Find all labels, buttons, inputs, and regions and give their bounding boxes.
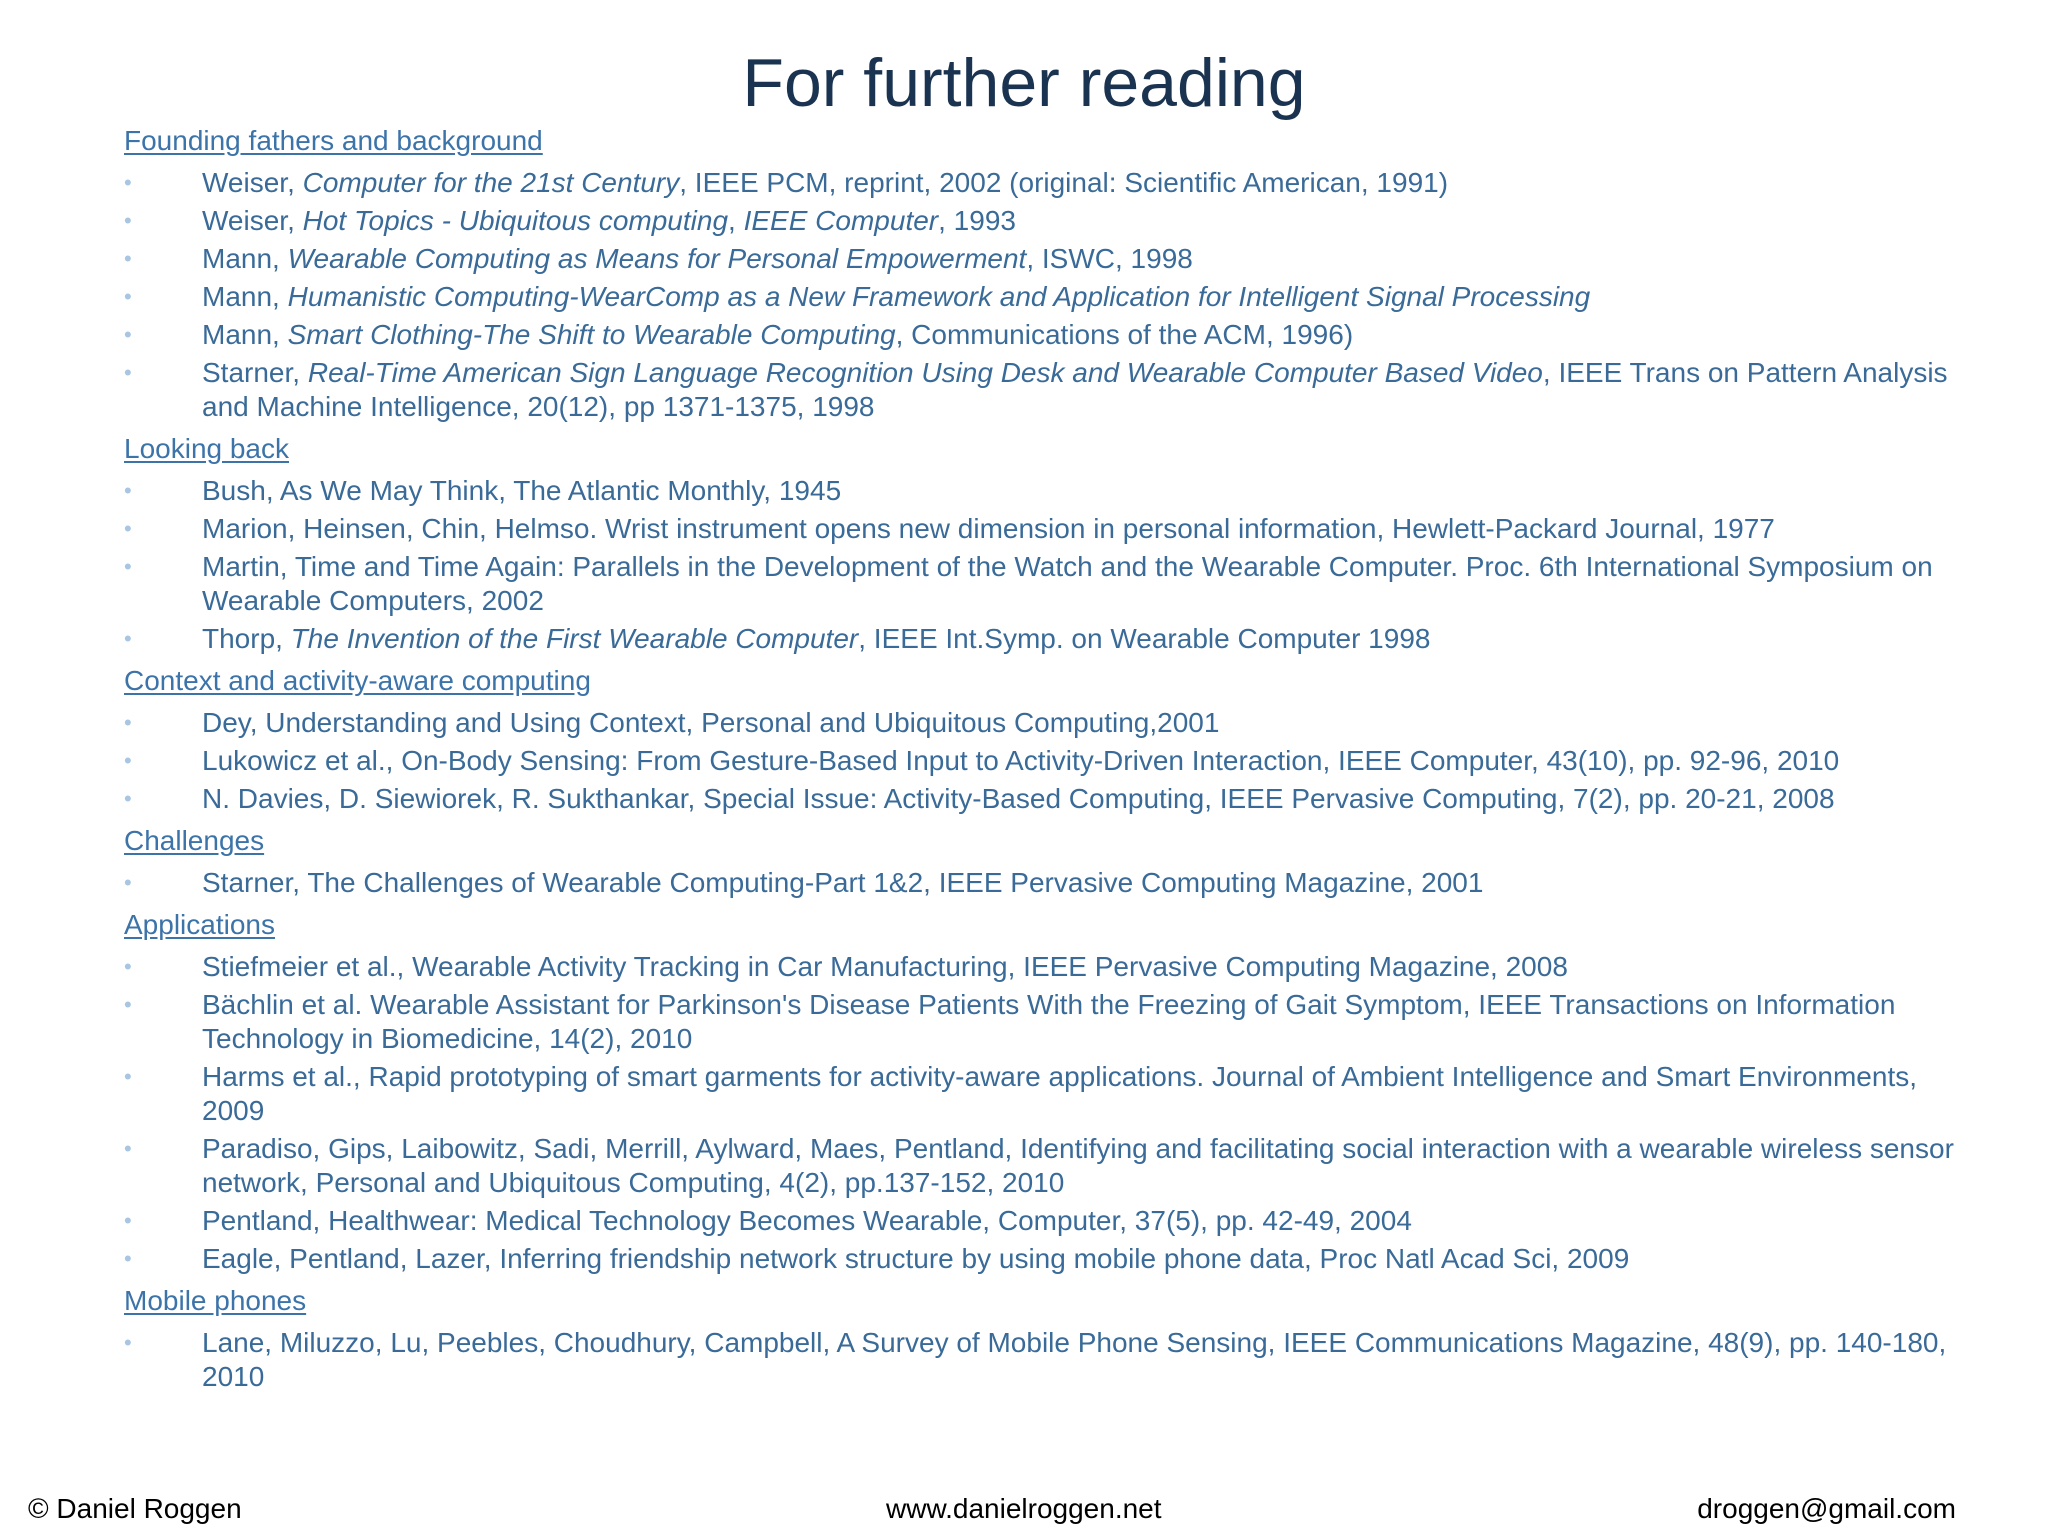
reference-title-text: Computer for the 21st Century: [302, 167, 680, 198]
bullet-icon: •: [124, 870, 132, 895]
reference-text: Weiser,: [202, 167, 303, 198]
reference-item: [124, 950, 1964, 984]
reference-text: Martin, Time and Time Again: Parallels in the Development of the Watch and the Wearable Computer. Proc. 6th International Symposium on Wearable Computers, 2002: [202, 551, 1933, 616]
reference-text: Mann,: [202, 281, 288, 312]
bullet-icon: •: [124, 554, 132, 579]
reference-item: [124, 988, 1964, 1056]
reference-text: Thorp,: [202, 623, 291, 654]
reference-text: , IEEE Int.Symp. on Wearable Computer 1998: [858, 623, 1431, 654]
reference-text: Harms et al., Rapid prototyping of smart garments for activity-aware applications. Journal of Ambient Intelligence and Smart Environments, 2009: [202, 1061, 1918, 1126]
reference-item: [124, 166, 1964, 200]
reference-title-text: Humanistic Computing-WearComp as a New Framework and Application for Intelligent Signal Processing: [287, 281, 1591, 312]
bullet-icon: •: [124, 626, 132, 651]
reference-text: Bush, As We May Think, The Atlantic Monthly, 1945: [202, 475, 842, 506]
reference-item: [124, 318, 1964, 352]
footer-website[interactable]: www.danielroggen.net: [886, 1493, 1162, 1524]
reference-text: , 1993: [938, 205, 1016, 236]
reference-text: , Communications of the ACM, 1996): [895, 319, 1354, 350]
reference-item: [124, 280, 1964, 314]
reference-text: Lukowicz et al., On-Body Sensing: From Gesture-Based Input to Activity-Driven Interaction, IEEE Computer, 43(10), pp. 92-96, 2010: [202, 745, 1840, 776]
bullet-icon: •: [124, 516, 132, 541]
bullet-icon: •: [124, 710, 132, 735]
reference-text: Eagle, Pentland, Lazer, Inferring friendship network structure by using mobile phone data, Proc Natl Acad Sci, 2009: [202, 1243, 1630, 1274]
reference-text: ,: [728, 205, 744, 236]
footer-email[interactable]: droggen@gmail.com: [1697, 1493, 1956, 1524]
reference-item: [124, 706, 1964, 740]
section-heading[interactable]: Applications: [124, 909, 275, 940]
bullet-icon: •: [124, 478, 132, 503]
bullet-icon: •: [124, 786, 132, 811]
reference-text: Marion, Heinsen, Chin, Helmso. Wrist instrument opens new dimension in personal information, Hewlett-Packard Journal, 1977: [202, 513, 1775, 544]
reference-title-text: IEEE Computer: [743, 205, 939, 236]
reference-text: Bächlin et al. Wearable Assistant for Parkinson's Disease Patients With the Freezing of Gait Symptom, IEEE Transactions on Information Technology in Biomedicine, 14(2), 2010: [202, 989, 1896, 1054]
reference-title-text: Real-Time American Sign Language Recognition Using Desk and Wearable Computer Based Video: [307, 357, 1543, 388]
section-heading[interactable]: Context and activity-aware computing: [124, 665, 591, 696]
reading-list: [124, 120, 1964, 1398]
reference-item: [124, 512, 1964, 546]
reference-text: Lane, Miluzzo, Lu, Peebles, Choudhury, Campbell, A Survey of Mobile Phone Sensing, IEEE Communications Magazine, 48(9), pp. 140-180, 2010: [202, 1327, 1947, 1392]
bullet-icon: •: [124, 954, 132, 979]
section-heading[interactable]: Mobile phones: [124, 1285, 307, 1316]
reference-text: Stiefmeier et al., Wearable Activity Tracking in Car Manufacturing, IEEE Pervasive Computing Magazine, 2008: [202, 951, 1568, 982]
reference-item: [124, 622, 1964, 656]
reference-item: [124, 866, 1964, 900]
reference-text: , ISWC, 1998: [1026, 243, 1193, 274]
bullet-icon: •: [124, 322, 132, 347]
reference-text: Dey, Understanding and Using Context, Personal and Ubiquitous Computing,2001: [202, 707, 1220, 738]
reference-item: [124, 550, 1964, 618]
reference-title-text: Smart Clothing-The Shift to Wearable Computing: [287, 319, 896, 350]
footer-copyright: © Daniel Roggen: [28, 1493, 242, 1524]
bullet-icon: •: [124, 170, 132, 195]
bullet-icon: •: [124, 360, 132, 385]
reference-item: [124, 1326, 1964, 1394]
reference-item: [124, 474, 1964, 508]
reference-item: [124, 744, 1964, 778]
reference-title-text: Hot Topics - Ubiquitous computing: [302, 205, 729, 236]
bullet-icon: •: [124, 1208, 132, 1233]
reference-title-text: Wearable Computing as Means for Personal Empowerment: [287, 243, 1027, 274]
reference-text: Starner,: [202, 357, 308, 388]
reference-text: Pentland, Healthwear: Medical Technology Becomes Wearable, Computer, 37(5), pp. 42-49, 2004: [202, 1205, 1412, 1236]
bullet-icon: •: [124, 1064, 132, 1089]
reference-text: Mann,: [202, 243, 288, 274]
reference-item: [124, 356, 1964, 424]
page-title: For further reading: [742, 45, 1306, 121]
reference-item: [124, 1204, 1964, 1238]
reference-text: , IEEE PCM, reprint, 2002 (original: Scientific American, 1991): [679, 167, 1449, 198]
section-heading[interactable]: Founding fathers and background: [124, 125, 543, 156]
reference-item: [124, 1060, 1964, 1128]
reference-item: [124, 242, 1964, 276]
reference-text: , IEEE Trans on Pattern Analysis and Machine Intelligence, 20(12), pp 1371-1375, 1998: [202, 357, 1948, 422]
reference-item: [124, 204, 1964, 238]
bullet-icon: •: [124, 992, 132, 1017]
bullet-icon: •: [124, 1136, 132, 1161]
bullet-icon: •: [124, 284, 132, 309]
reference-item: [124, 782, 1964, 816]
section-heading[interactable]: Challenges: [124, 825, 265, 856]
bullet-icon: •: [124, 246, 132, 271]
reference-text: N. Davies, D. Siewiorek, R. Sukthankar, Special Issue: Activity-Based Computing, IEEE Pervasive Computing, 7(2), pp. 20-21, 2008: [202, 783, 1835, 814]
reference-text: Mann,: [202, 319, 288, 350]
section-heading[interactable]: Looking back: [124, 433, 290, 464]
reference-text: Starner, The Challenges of Wearable Computing-Part 1&2, IEEE Pervasive Computing Magazine, 2001: [202, 867, 1484, 898]
bullet-icon: •: [124, 1330, 132, 1355]
reference-text: Paradiso, Gips, Laibowitz, Sadi, Merrill, Aylward, Maes, Pentland, Identifying and facilitating social interaction with a wearable wireless sensor network, Personal and Ubiquitous Computing, 4(2), pp.137-152, 2010: [202, 1133, 1954, 1198]
bullet-icon: •: [124, 1246, 132, 1271]
bullet-icon: •: [124, 208, 132, 233]
reference-item: [124, 1132, 1964, 1200]
bullet-icon: •: [124, 748, 132, 773]
reference-title-text: The Invention of the First Wearable Computer: [290, 623, 859, 654]
reference-text: Weiser,: [202, 205, 303, 236]
reference-item: [124, 1242, 1964, 1276]
